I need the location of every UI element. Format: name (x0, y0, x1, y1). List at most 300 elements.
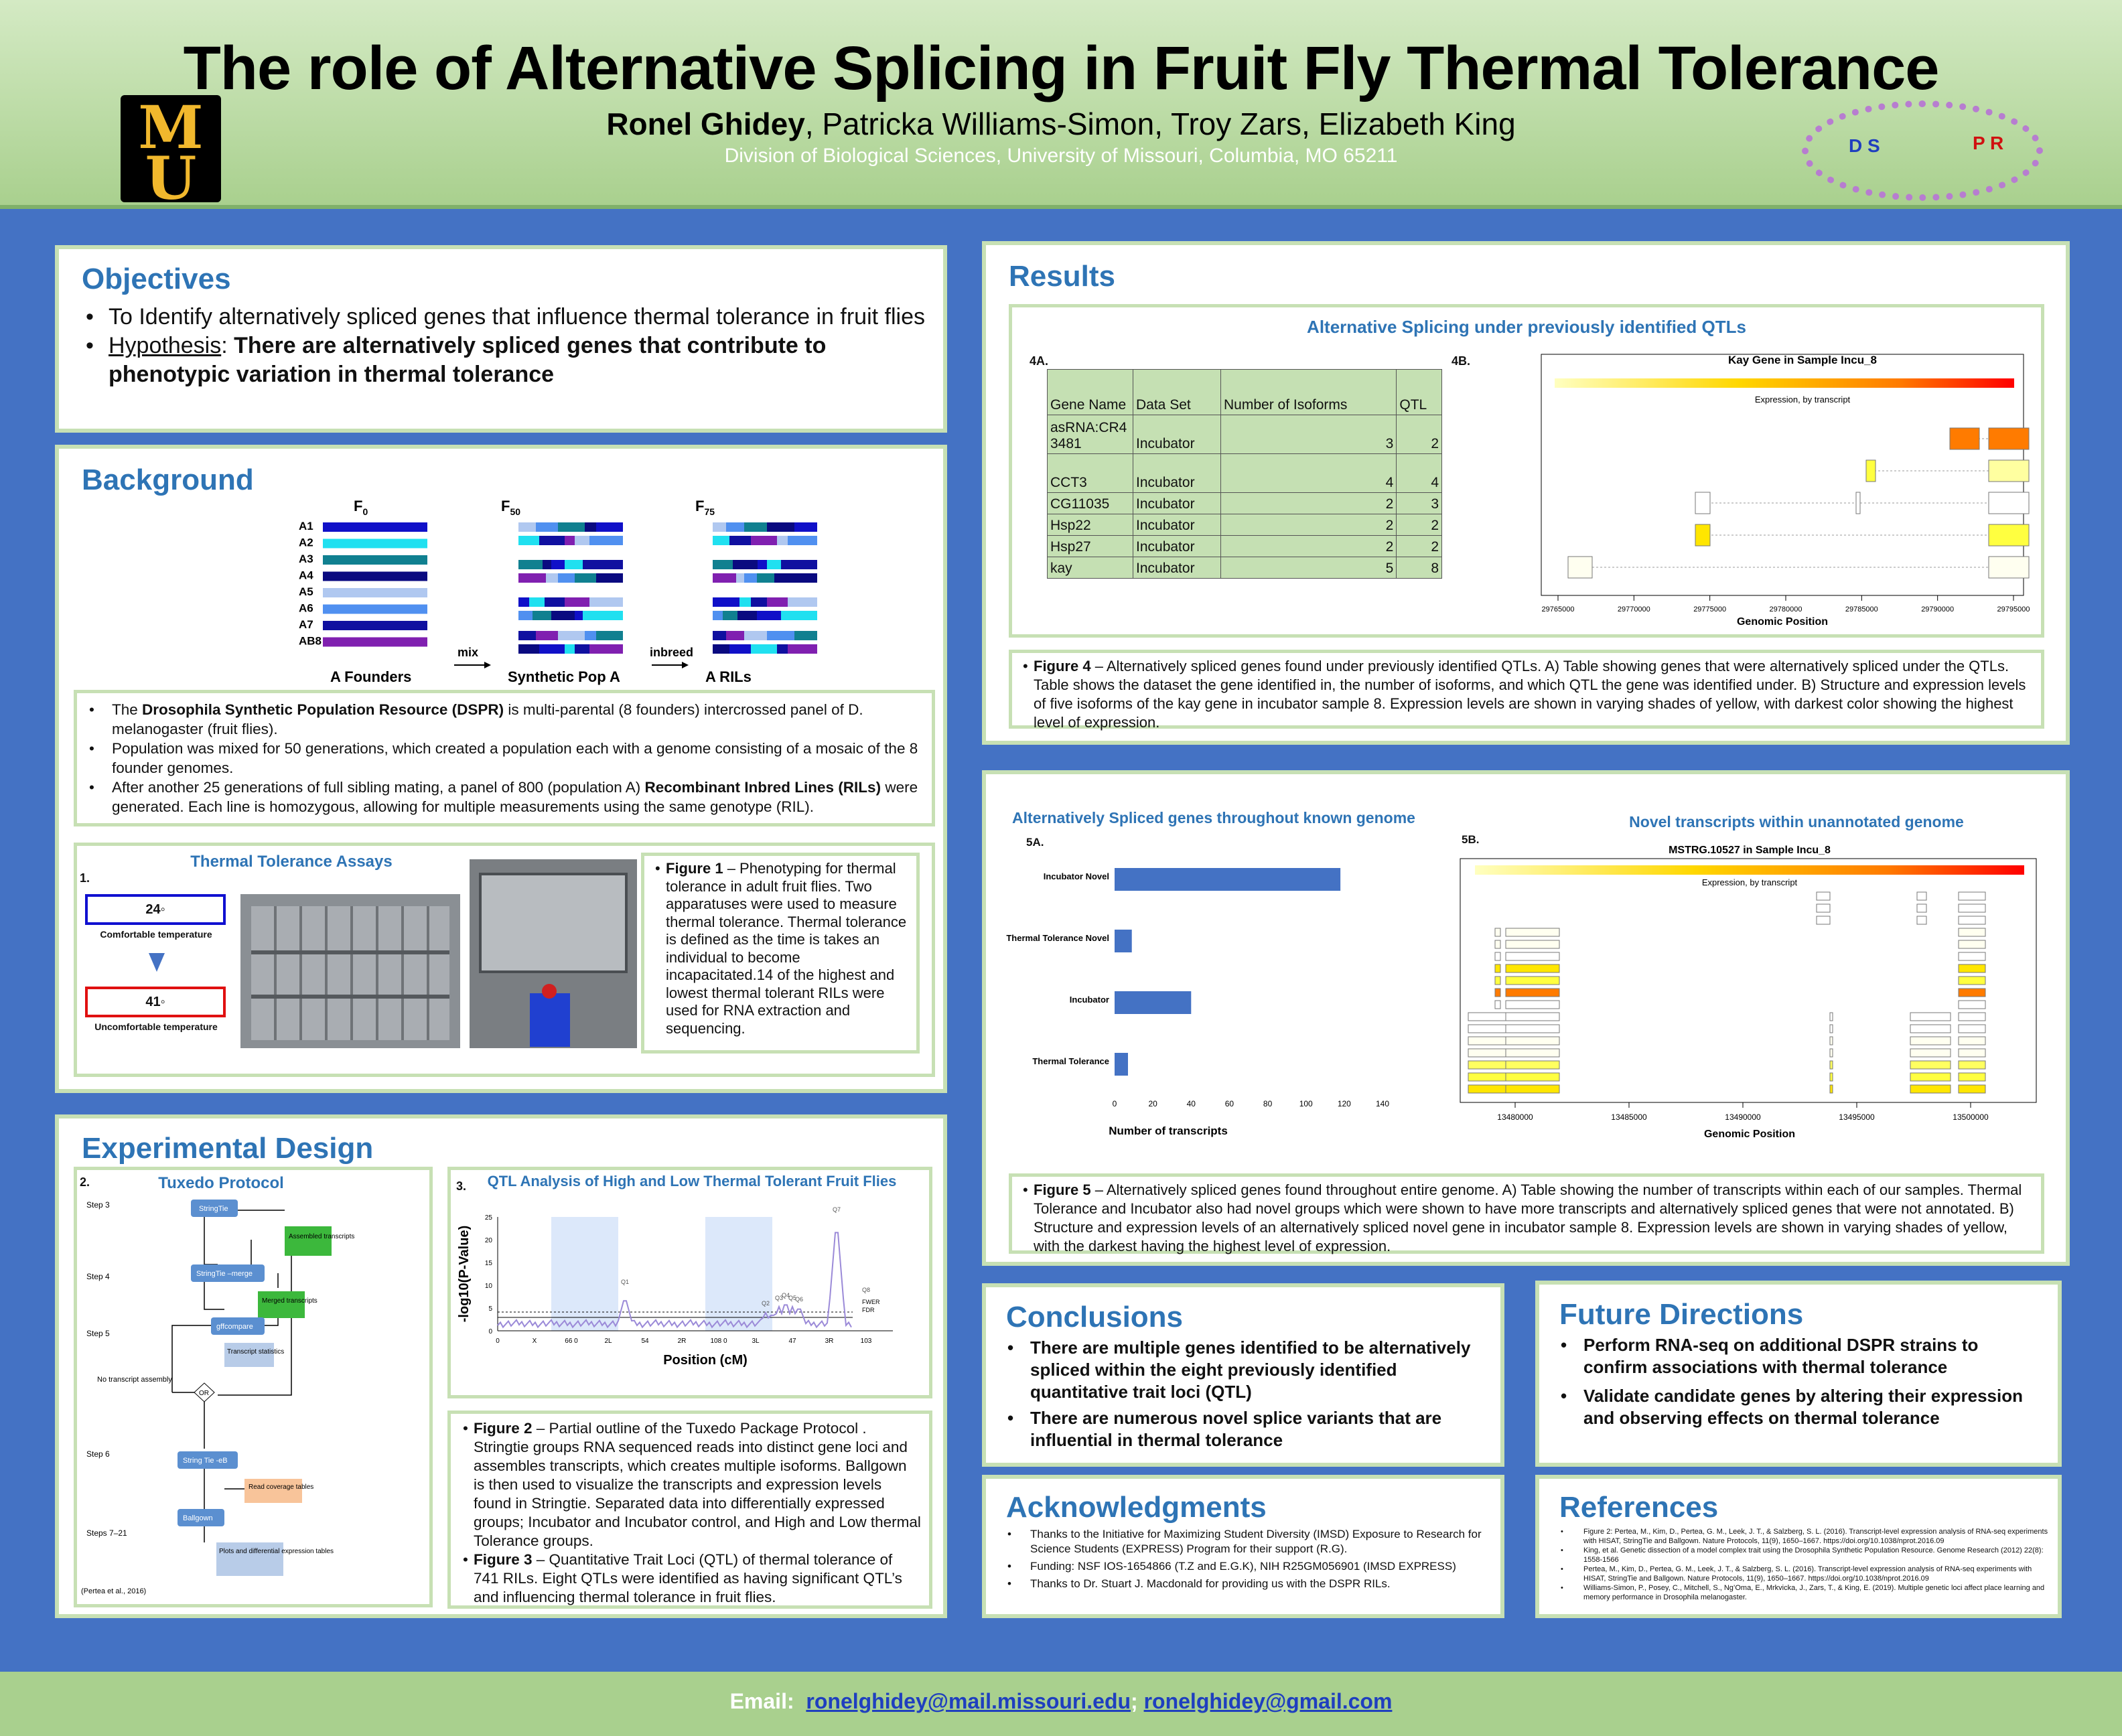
as-genes-table (1047, 369, 1442, 579)
ack-list (1003, 1527, 1486, 1591)
exon (1506, 928, 1559, 936)
mosaic-segment (723, 611, 737, 620)
future-heading: Future Directions (1559, 1298, 1804, 1331)
founder-label: A7 (299, 618, 313, 631)
figure-2-3-caption (447, 1410, 932, 1609)
exon (1917, 916, 1926, 924)
qtl-peak-label: Q2 (761, 1300, 770, 1307)
uncomfortable-label: Uncomfortable temperature (94, 1021, 218, 1032)
mosaic-segment (518, 522, 536, 532)
mosaic-segment (713, 522, 726, 532)
header-gene: Gene Name (1048, 370, 1133, 415)
founder-bar (323, 539, 427, 549)
background-panel (55, 445, 947, 1093)
qtl-shade (705, 1217, 772, 1331)
mosaic-segment (583, 560, 623, 569)
inbreed-arrow-head (682, 662, 689, 668)
logo-letter-m: M (138, 92, 204, 162)
qtl-ytick: 10 (484, 1283, 492, 1290)
or-label: OR (199, 1390, 209, 1397)
poster-header (0, 0, 2122, 213)
fly-ring-graphic (1795, 100, 2050, 201)
founder-label: A4 (299, 569, 313, 582)
table-row (1048, 454, 1442, 493)
mosaic-segment (744, 573, 757, 583)
qtl-shade (551, 1217, 618, 1331)
mosaic-segment (585, 522, 596, 532)
exon (1959, 940, 1985, 948)
refs-panel (1535, 1475, 2062, 1618)
exon (1506, 1001, 1559, 1009)
table-cell: Incubator (1133, 415, 1221, 454)
bar-tick-label: 80 (1263, 1099, 1273, 1108)
mosaic-segment (794, 522, 817, 532)
qtl-xtick: 0 (496, 1337, 500, 1345)
figure-4-caption: • Figure 4 – Alternatively spliced genes found under previously identified QTLs. A) Table showing genes that were alternatively spliced under the QTLs. Table shows the dataset the gene identified in, the number of isoforms, and which QTL the gene was identified under. B) Structure and expression levels of five isoforms of the kay gene in incubator sample 8. Expression levels are shown in varying shades of yellow, with darkest color showing the highest level of expression. (1009, 650, 2044, 729)
ballgown-label: Ballgown (183, 1514, 213, 1522)
pr-label: P R (1973, 133, 2004, 153)
tuxedo-flowchart (77, 1194, 429, 1603)
table-cell: Incubator (1133, 493, 1221, 514)
table-cell: 3 (1397, 493, 1442, 514)
table-cell: 5 (1221, 557, 1397, 579)
rils-label: A RILs (705, 668, 752, 685)
hypothesis-text: There are alternatively spliced genes that contribute to phenotypic variation in thermal tolerance (109, 333, 827, 387)
mosaic-segment (713, 573, 736, 583)
footer (0, 1672, 2122, 1736)
qtl-ytick: 15 (484, 1260, 492, 1267)
exon (1866, 460, 1876, 482)
tstats-label: Transcript statistics (227, 1348, 285, 1356)
qtl-xtick: 3L (752, 1337, 760, 1345)
mosaic-segment (744, 522, 767, 532)
table-cell: asRNA:CR43481 (1048, 415, 1133, 454)
email-separator: ; (1131, 1689, 1138, 1713)
label-5b: 5B. (1462, 833, 1480, 846)
assembled-box (285, 1226, 332, 1256)
mosaic-segment (565, 536, 575, 545)
kay-gene-chart (1481, 348, 2037, 629)
table-cell: 4 (1397, 454, 1442, 493)
bar-tick-label: 140 (1375, 1099, 1390, 1108)
exon (1695, 524, 1710, 546)
bar-category-label: Incubator Novel (1043, 871, 1109, 881)
bar-tick-label: 0 (1112, 1099, 1117, 1108)
ack-item: • Thanks to Dr. Stuart J. Macdonald for providing us with the DSPR RILs. (1003, 1577, 1486, 1591)
apparatus-photo-1 (240, 894, 460, 1048)
kay-tick-label: 29790000 (1921, 605, 1955, 613)
gffcompare-label: gffcompare (216, 1323, 253, 1331)
temp-41-box: 41◦ (85, 987, 226, 1017)
exon (1910, 1061, 1951, 1069)
table-cell: Incubator (1133, 514, 1221, 536)
as-qtl-title: Alternative Splicing under previously identified QTLs (1307, 317, 1746, 337)
exon (1506, 976, 1559, 985)
step-3-label: Step 3 (86, 1200, 110, 1210)
founder-label: A1 (299, 520, 313, 532)
exon (1495, 989, 1500, 997)
figure-2-caption: • Figure 2 – Partial outline of the Tuxedo Package Protocol . Stringtie groups RNA sequenced reads into distinct gene loci and assembles transcripts, which creates multiple isoforms. Ballgown is then used to visualize the transcripts and expression levels found in Stringtie. Separated data into differentially expressed groups; Incubator and Incubator control, and High and Low thermal Tolerance groups. (459, 1419, 921, 1550)
exon (1506, 1049, 1559, 1057)
table-cell: CG11035 (1048, 493, 1133, 514)
bar-tick-label: 20 (1148, 1099, 1157, 1108)
table-row (1048, 514, 1442, 536)
f75-label: $F_{75}$ (695, 498, 715, 517)
mosaic-segment (558, 631, 585, 640)
mosaic-segment (737, 611, 757, 620)
mstrg-tick-label: 13485000 (1611, 1112, 1647, 1122)
exon (1830, 1013, 1833, 1021)
founder-bar (323, 605, 427, 614)
ack-item: • Thanks to the Initiative for Maximizing Student Diversity (IMSD) Exposure to Research for Science Students (EXPRESS) Program for their support (R.G). (1003, 1527, 1486, 1557)
mosaic-bars (518, 522, 817, 654)
exon (1495, 1001, 1500, 1009)
exon (1989, 460, 2029, 482)
qtl-peak-label: Q1 (620, 1279, 630, 1285)
mosaic-segment (774, 573, 817, 583)
mosaic-segment (788, 597, 817, 607)
ack-heading: Acknowledgments (1006, 1491, 1267, 1524)
qtl-title: QTL Analysis of High and Low Thermal Tolerant Fruit Flies (487, 1173, 897, 1189)
experimental-design-panel (55, 1114, 947, 1618)
exon (1506, 1073, 1559, 1081)
tuxedo-protocol-box (74, 1167, 433, 1607)
qtl-peak-label: Q6 (794, 1296, 804, 1303)
mosaic-segment (565, 560, 583, 569)
mosaic-segment (729, 644, 751, 654)
mosaic-segment (583, 611, 623, 620)
exon (1959, 928, 1985, 936)
mosaic-segment (596, 522, 623, 532)
mosaic-segment (518, 560, 543, 569)
table-cell: 2 (1397, 514, 1442, 536)
fwer-label: FWER (862, 1299, 880, 1305)
mosaic-segment (539, 644, 565, 654)
qtl-xtick: 54 (641, 1337, 649, 1345)
table-cell: 2 (1221, 536, 1397, 557)
mstrg-xlabel: Genomic Position (1703, 1129, 1796, 1140)
qtl-xtick: 47 (788, 1337, 796, 1345)
mstrg-title: MSTRG.10527 in Sample Incu_8 (1669, 845, 1831, 856)
mosaic-segment (781, 611, 817, 620)
mosaic-segment (713, 631, 726, 640)
f50-label: $F_{50}$ (501, 498, 521, 517)
future-item: • Perform RNA-seq on additional DSPR strains to confirm associations with thermal tolerance (1557, 1334, 2046, 1378)
table-header-row (1048, 370, 1442, 415)
exon (1989, 524, 2029, 546)
bar-category-label: Thermal Tolerance (1032, 1056, 1109, 1066)
merge-label: StringTie –merge (196, 1270, 253, 1278)
thermal-tolerance-box (74, 843, 935, 1077)
thermal-title: Thermal Tolerance Assays (190, 853, 393, 871)
background-item: • After another 25 generations of full sibling mating, a panel of 800 (population A) Recombinant Inbred Lines (RILs) were generated. Each line is homozygous, allowing for multiple measurements using the same genotype (RIL). (85, 778, 924, 816)
exon (1910, 1025, 1951, 1033)
mosaic-segment (726, 522, 744, 532)
exon (1506, 989, 1559, 997)
exon (1959, 1061, 1985, 1069)
other-authors: , Patricka Williams-Simon, Troy Zars, Elizabeth King (804, 106, 1516, 141)
assembled-label: Assembled transcripts (289, 1233, 355, 1240)
exon (1959, 916, 1985, 924)
mosaic-segment (729, 536, 751, 545)
mstrg-tick-label: 13500000 (1953, 1112, 1989, 1122)
table-cell: Hsp27 (1048, 536, 1133, 557)
mosaic-segment (713, 597, 739, 607)
email-label: Email: (729, 1689, 794, 1713)
bar (1115, 930, 1132, 952)
kay-tick-label: 29780000 (1769, 605, 1802, 613)
future-list (1557, 1334, 2046, 1429)
bar-tick-label: 100 (1299, 1099, 1313, 1108)
qtl-ytick: 25 (484, 1214, 492, 1222)
exon (1830, 1085, 1833, 1093)
background-item: • Population was mixed for 50 generations, which created a population each with a genome consisting of a mosaic of the 8 founder genomes. (85, 739, 924, 778)
mosaic-segment (551, 611, 575, 620)
synth-pop-label: Synthetic Pop A (508, 668, 620, 685)
mosaic-segment (758, 560, 767, 569)
conclusion-item: • There are multiple genes identified to be alternatively spliced within the eight previously identified quantitative trait loci (QTL) (1003, 1337, 1486, 1403)
mosaic-segment (545, 597, 565, 607)
qtl-xtick: 3R (825, 1337, 834, 1345)
figure-3-caption: • Figure 3 – Quantitative Trait Loci (QTL) of thermal tolerance of 741 RILs. Eight QTLs were identified as having significant QTL’s and influencing thermal tolerance in fruit flies. (459, 1550, 921, 1607)
exon (1506, 1085, 1559, 1093)
step-6-label: Step 6 (86, 1449, 110, 1459)
hypothesis-item: • Hypothesis: There are alternatively spliced genes that contribute to phenotypic variation in thermal tolerance (82, 332, 932, 389)
founder-bar (323, 522, 427, 532)
stringtie-label: StringTie (199, 1205, 228, 1213)
comfortable-label: Comfortable temperature (100, 929, 212, 940)
kay-xlabel: Genomic Position (1736, 616, 1829, 628)
no-transcript-label: No transcript assembly (97, 1376, 172, 1384)
first-author: Ronel Ghidey (606, 106, 805, 141)
mosaic-segment (713, 644, 729, 654)
footer-contact (0, 1689, 2122, 1714)
logo-letter-u: U (145, 143, 197, 213)
qtl-ytick: 5 (488, 1305, 492, 1313)
mosaic-segment (589, 597, 623, 607)
mosaic-segment (777, 644, 788, 654)
qtl-ylabel: -log10(P-Value) (457, 1225, 472, 1323)
mosaic-segment (543, 560, 551, 569)
mosaic-segment (539, 536, 565, 545)
mstrg-tick-label: 13480000 (1497, 1112, 1533, 1122)
mix-arrow-head (484, 662, 491, 668)
exon (1959, 952, 1985, 960)
mosaic-segment (767, 522, 794, 532)
table-row (1048, 557, 1442, 579)
exon (1959, 976, 1985, 985)
bar-tick-label: 40 (1186, 1099, 1196, 1108)
mstrg-tick-label: 13495000 (1839, 1112, 1875, 1122)
figure-3-number: 3. (456, 1179, 467, 1193)
mosaic-segment (726, 631, 744, 640)
exon (1910, 1049, 1951, 1057)
exon (1959, 1037, 1985, 1045)
qtl-xtick: 66 0 (565, 1337, 578, 1345)
background-item: • The Drosophila Synthetic Population Resource (DSPR) is multi-parental (8 founders) intercrossed panel of D. melanogaster (fruit flies). (85, 700, 924, 739)
exon (1910, 1037, 1951, 1045)
exon (1959, 1073, 1985, 1081)
table-cell: 2 (1221, 493, 1397, 514)
table-cell: CCT3 (1048, 454, 1133, 493)
conclusions-heading: Conclusions (1006, 1301, 1184, 1333)
founder-label: AB8 (299, 634, 322, 648)
mosaic-segment (751, 597, 767, 607)
qtl-chart-box (447, 1167, 932, 1398)
label-5a: 5A. (1026, 836, 1044, 849)
objectives-heading: Objectives (82, 263, 231, 295)
conclusions-panel (982, 1283, 1504, 1467)
table-cell: 4 (1221, 454, 1397, 493)
mosaic-segment (757, 573, 774, 583)
founders-label: A Founders (330, 668, 412, 685)
ref-item: • Pertea, M., Kim, D., Pertea, G. M., Leek, J. T., & Salzberg, S. L. (2016). Transcript-level expression analysis of RNA-seq experiments with HISAT, StringTie and Ballgown. Nature Protocols, 11(9), 1650–1667. https://doi.org/10.1038/nprot.2016.09 (1557, 1565, 2052, 1583)
mosaic-segment (575, 611, 583, 620)
exon (1917, 892, 1926, 900)
founder-bar (323, 572, 427, 581)
mosaic-segment (757, 611, 781, 620)
table-cell: Incubator (1133, 536, 1221, 557)
exon (1830, 1073, 1833, 1081)
founder-bar (323, 638, 427, 647)
exon (1817, 892, 1830, 900)
exon (1506, 1013, 1559, 1021)
table-row (1048, 493, 1442, 514)
mosaic-segment (736, 573, 744, 583)
table-cell: Incubator (1133, 557, 1221, 579)
founder-label: A3 (299, 553, 313, 565)
future-panel (1535, 1281, 2062, 1467)
kay-tick-label: 29770000 (1617, 605, 1650, 613)
expr-label: Expression, by transcript (1754, 394, 1851, 405)
mosaic-segment (585, 631, 596, 640)
figure-1-caption: • Figure 1 – Phenotyping for thermal tolerance in adult fruit flies. Two apparatuses were used to measure thermal tolerance. Thermal tolerance is defined as the time is takes an individual to become incapacitated.14 of the highest and lowest thermal tolerant RILs were used for RNA extraction and sequencing. (641, 853, 920, 1054)
kay-tick-label: 29785000 (1845, 605, 1878, 613)
exon (1959, 1013, 1985, 1021)
hypothesis-label: Hypothesis (109, 333, 222, 358)
exon (1817, 904, 1830, 912)
bar-category-label: Incubator (1069, 995, 1109, 1005)
table-cell: 3 (1221, 415, 1397, 454)
temp-24-box: 24◦ (85, 894, 226, 925)
objectives-list (82, 303, 932, 389)
expression-scale-bar (1475, 865, 2024, 875)
figure-2-number: 2. (80, 1175, 90, 1189)
qtl-xtick: 103 (860, 1337, 872, 1345)
mosaic-segment (518, 644, 539, 654)
qtl-xtick: 2R (677, 1337, 687, 1345)
mosaic-segment (739, 597, 751, 607)
mosaic-segment (558, 522, 585, 532)
qtl-xtick: 2L (604, 1337, 612, 1345)
qtl-peak-label: Q3 (774, 1295, 784, 1301)
mosaic-segment (788, 536, 817, 545)
step-4-label: Step 4 (86, 1272, 110, 1281)
genome-results-panel (982, 770, 2070, 1266)
exon (1959, 892, 1985, 900)
background-text-box (74, 690, 935, 826)
bar-category-label: Thermal Tolerance Novel (1006, 933, 1109, 943)
exon (1910, 1085, 1951, 1093)
exon (1856, 492, 1860, 514)
kay-tick-label: 29795000 (1997, 605, 2030, 613)
ref-item: • King, et al. Genetic dissection of a model complex trait using the Drosophila Synthetic Population Resource. Genome Research (2012) 22(8): 1558-1566 (1557, 1546, 2052, 1565)
fly-ring (1802, 100, 2043, 201)
exon (1989, 428, 2029, 449)
kay-tick-label: 29765000 (1541, 605, 1575, 613)
objectives-panel (55, 245, 947, 433)
exon (1959, 1001, 1985, 1009)
label-4a: 4A. (1030, 354, 1049, 368)
email-link-2[interactable]: ronelghidey@gmail.com (1143, 1689, 1393, 1713)
bar-tick-label: 60 (1224, 1099, 1234, 1108)
kay-frame (1541, 354, 2024, 595)
founder-bars (299, 520, 427, 648)
conclusion-item: • There are numerous novel splice variants that are influential in thermal tolerance (1003, 1407, 1486, 1451)
bar-xlabel: Number of transcripts (1109, 1125, 1228, 1137)
mosaic-segment (518, 611, 533, 620)
qtl-xtick: X (532, 1337, 537, 1345)
ack-panel (982, 1475, 1504, 1618)
mosaic-segment (744, 631, 767, 640)
mosaic-segment (575, 536, 589, 545)
ref-item: • Williams-Simon, P., Posey, C., Mitchell, S., Ng’Oma, E., Mrkvicka, J., Zars, T., & King, E. (2019). Multiple genetic loci affect place learning and memory performance in Drosophila melanogaster. (1557, 1583, 2052, 1602)
table-row (1048, 415, 1442, 454)
mosaic-segment (533, 611, 551, 620)
mosaic-segment (518, 573, 546, 583)
exon (1568, 557, 1592, 578)
mosaic-segment (713, 611, 723, 620)
exon (1959, 964, 1985, 972)
qtl-ytick: 0 (488, 1328, 492, 1335)
qtl-peak-label: Q7 (832, 1206, 841, 1213)
genome-title: Alternatively Spliced genes throughout known genome (1012, 809, 1415, 826)
eb-label: String Tie -eB (183, 1457, 228, 1465)
table-row (1048, 536, 1442, 557)
exon (1910, 1013, 1951, 1021)
exon (1817, 916, 1830, 924)
mosaic-segment (767, 631, 794, 640)
figure-5-caption: • Figure 5 – Alternatively spliced genes found throughout entire genome. A) Table showing the number of transcripts within each of our samples. Thermal Tolerance and Incubator also had novel groups which were shown to have more transcripts and alternatively spliced genes that were not annotated. B) Structure and expression levels of an alternatively spliced novel gene in incubator sample 8. Expression levels are shown in varying shades of yellow, with the darkest having the highest level of expression. (1009, 1173, 2044, 1254)
founder-bar (323, 621, 427, 630)
exon (1506, 964, 1559, 972)
email-link-1[interactable]: ronelghidey@mail.missouri.edu (806, 1689, 1131, 1713)
mosaic-segment (713, 560, 733, 569)
qtl-peak-label: Q5 (788, 1295, 797, 1301)
exon (1830, 1025, 1833, 1033)
qtl-xlabel: Position (cM) (663, 1353, 748, 1368)
poster-title: The role of Alternative Splicing in Fruit Fly Thermal Tolerance (183, 34, 1939, 102)
table-cell: Incubator (1133, 454, 1221, 493)
merged-label: Merged transcripts (262, 1297, 317, 1305)
background-heading: Background (82, 463, 254, 496)
mosaic-segment (558, 573, 575, 583)
mosaic-segment (565, 597, 589, 607)
refs-heading: References (1559, 1491, 1719, 1524)
mosaic-segment (565, 644, 575, 654)
exon (1495, 952, 1500, 960)
readcov-label: Read coverage tables (249, 1484, 314, 1491)
table-cell: kay (1048, 557, 1133, 579)
mosaic-segment (536, 631, 558, 640)
kay-tick-label: 29775000 (1693, 605, 1727, 613)
mosaic-segment (781, 560, 817, 569)
fdr-label: FDR (862, 1307, 875, 1313)
figure-1-number: 1. (80, 871, 90, 885)
exon (1959, 1085, 1985, 1093)
qtl-xtick: 108 0 (710, 1337, 727, 1345)
mosaic-segment (589, 536, 623, 545)
